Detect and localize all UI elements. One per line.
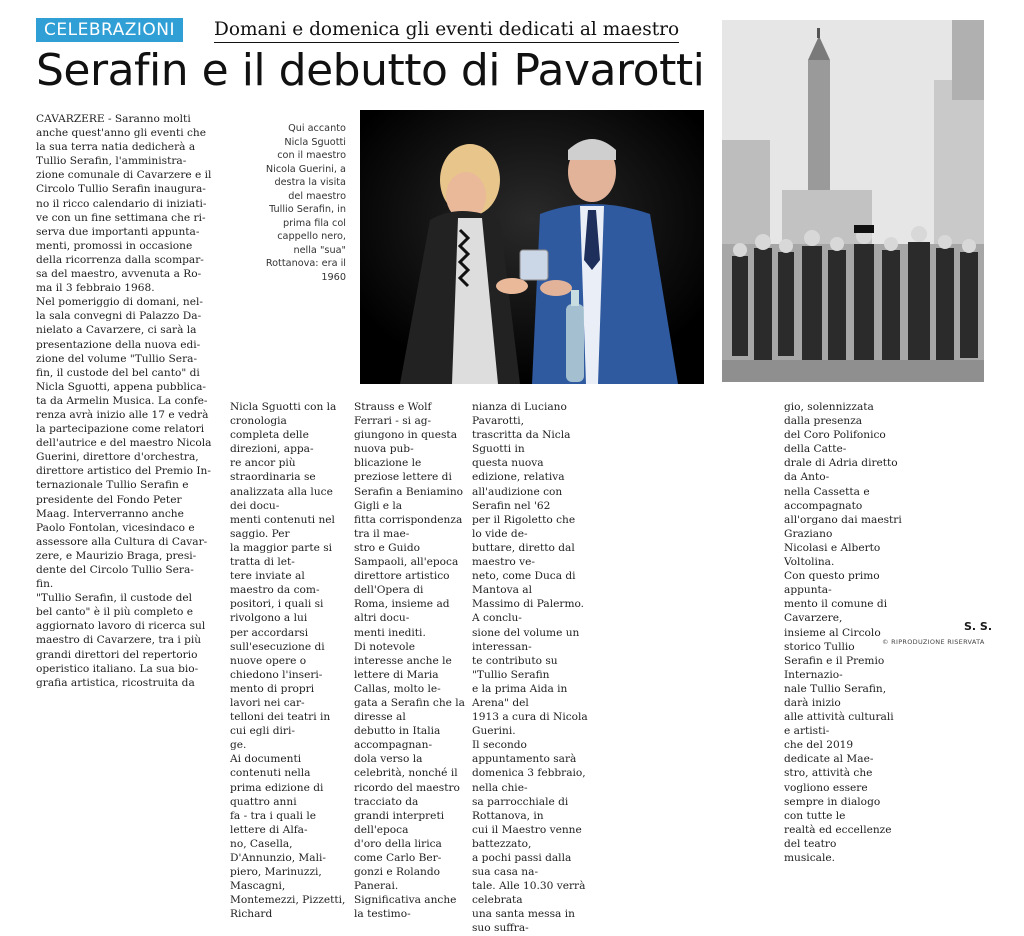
photo-crowd-bell-tower — [722, 20, 984, 382]
kicker-row — [36, 18, 708, 44]
column-2 — [230, 400, 348, 921]
column-3 — [354, 400, 466, 921]
copyright-notice: © RIPRODUZIONE RISERVATA — [882, 638, 985, 646]
headline: Serafin e il debutto di Pavarotti — [36, 45, 705, 96]
main-photo — [360, 110, 704, 384]
photo-two-people-award — [360, 110, 704, 384]
column-1 — [36, 112, 216, 689]
photo-caption: Qui accanto Nicla Sguotti con il maestro Nicola Guerini, a destra la visita del maestro Tullio Serafin, in prima fila col cappello nero, nella "sua" Rottanova: era il 1960 — [265, 123, 346, 283]
section-kicker: CELEBRAZIONI — [36, 18, 183, 42]
column-3-text: Strauss e Wolf Ferrari - si ag- giungono in questa nuova pub- blicazione le preziose lettere di Serafin a Beniamino Gigli e la fitta corrispondenza tra il mae- stro e Guido Sampaoli, all'epoca direttore artistico dell'Opera di Roma, insieme ad altri docu- menti inediti. Di notevole interesse anche le lettere di Maria Callas, molto le- gata a Serafin che la diresse al debutto in Italia accompagnan- dola verso la celebrità, nonché il ricordo del maestro tracciato da grandi interpreti dell'epoca d'oro della lirica come Carlo Ber- gonzi e Rolando Panerai. Significativa anche la testimo- — [354, 401, 465, 921]
subheadline: Domani e domenica gli eventi dedicati al maestro — [214, 18, 679, 43]
column-5 — [784, 400, 902, 865]
column-1-text: CAVARZERE - Saranno molti anche quest'anno gli eventi che la sua terra natia dedicherà a Tullio Serafin, l'amministra- zione comunale di Cavarzere e il Circolo Tullio Serafin inaugura- no il ricco calendario di iniziati- ve con un fine settimana che ri- serva due importanti appunta- menti, promossi in occasione della ricorrenza dalla scompar- sa del maestro, avvenuta a Ro- ma il 3 febbraio 1968. Nel pomeriggio di domani, nel- la sala convegni di Palazzo Da- nielato a Cavarzere, ci sarà la presentazione della nuova edi- zione del volume "Tullio Sera- fin, il custode del bel canto" di Nicla Sguotti, appena pubblica- ta da Armelin Musica. La confe- renza avrà inizio alle 17 e vedrà la partecipazione come relatori dell'autrice e del maestro Nicola Guerini, direttore d'orchestra, direttore artistico del Premio In- ternazionale Tullio Serafin e presidente del Fondo Peter Maag. Interverranno anche Paolo Fontolan, vicesindaco e assessore alla Cultura di Cavar- zere, e Maurizio Braga, presi- dente del Circolo Tullio Sera- fin. "Tullio Serafin, il custode del bel canto" è il più completo e aggiornato lavoro di ricerca sul maestro di Cavarzere, tra i più grandi direttori del repertorio operistico italiano. La sua bio- grafia artistica, ricostruita da — [36, 113, 212, 689]
column-2-text: Nicla Sguotti con la cronologia completa delle direzioni, appa- re ancor più straordinaria se analizzata alla luce dei docu- menti contenuti nel saggio. Per la maggior parte si tratta di let- tere inviate al maestro da com- positori, i quali si rivolgono a lui per accordarsi sull'esecuzione di nuove opere o chiedono l'inseri- mento di propri lavori nei car- telloni dei teatri in cui egli diri- ge. Ai documenti contenuti nella prima edizione di quattro anni fa - tra i quali le lettere di Alfa- no, Casella, D'Annunzio, Mali- piero, Marinuzzi, Mascagni, Montemezzi, Pizzetti, Richard — [230, 401, 346, 921]
historic-photo — [722, 20, 984, 382]
column-4-text: nianza di Luciano Pavarotti, trascritta da Nicla Sguotti in questa nuova edizione, relativa all'audizione con Serafin nel '62 per il Rigoletto che lo vide de- buttare, diretto dal maestro ve- neto, come Duca di Mantova al Massimo di Palermo. A conclu- sione del volume un interessan- te contributo su "Tullio Serafin e la prima Aida in Arena" del 1913 a cura di Nicola Guerini. Il secondo appuntamento sarà domenica 3 febbraio, nella chie- sa parrocchiale di Rottanova, in cui il Maestro venne battezzato, a pochi passi dalla sua casa na- tale. Alle 10.30 verrà celebrata una santa messa in suo suffra- — [472, 401, 588, 935]
column-5-text: gio, solennizzata dalla presenza del Coro Polifonico della Catte- drale di Adria diretto da Anto- nella Cassetta e accompagnato all'organo dai maestri Graziano Nicolasi e Alberto Voltolina. Con questo primo appunta- mento il comune di Cavarzere, insieme al Circolo storico Tullio Serafin e il Premio Internazio- nale Tullio Serafin, darà inizio alle attività culturali e artisti- che del 2019 dedicate al Mae- stro, attività che vogliono essere sempre in dialogo con tutte le realtà ed eccellenze del teatro musicale. — [784, 401, 902, 864]
author-signature: S. S. — [964, 620, 993, 633]
column-4 — [472, 400, 588, 936]
